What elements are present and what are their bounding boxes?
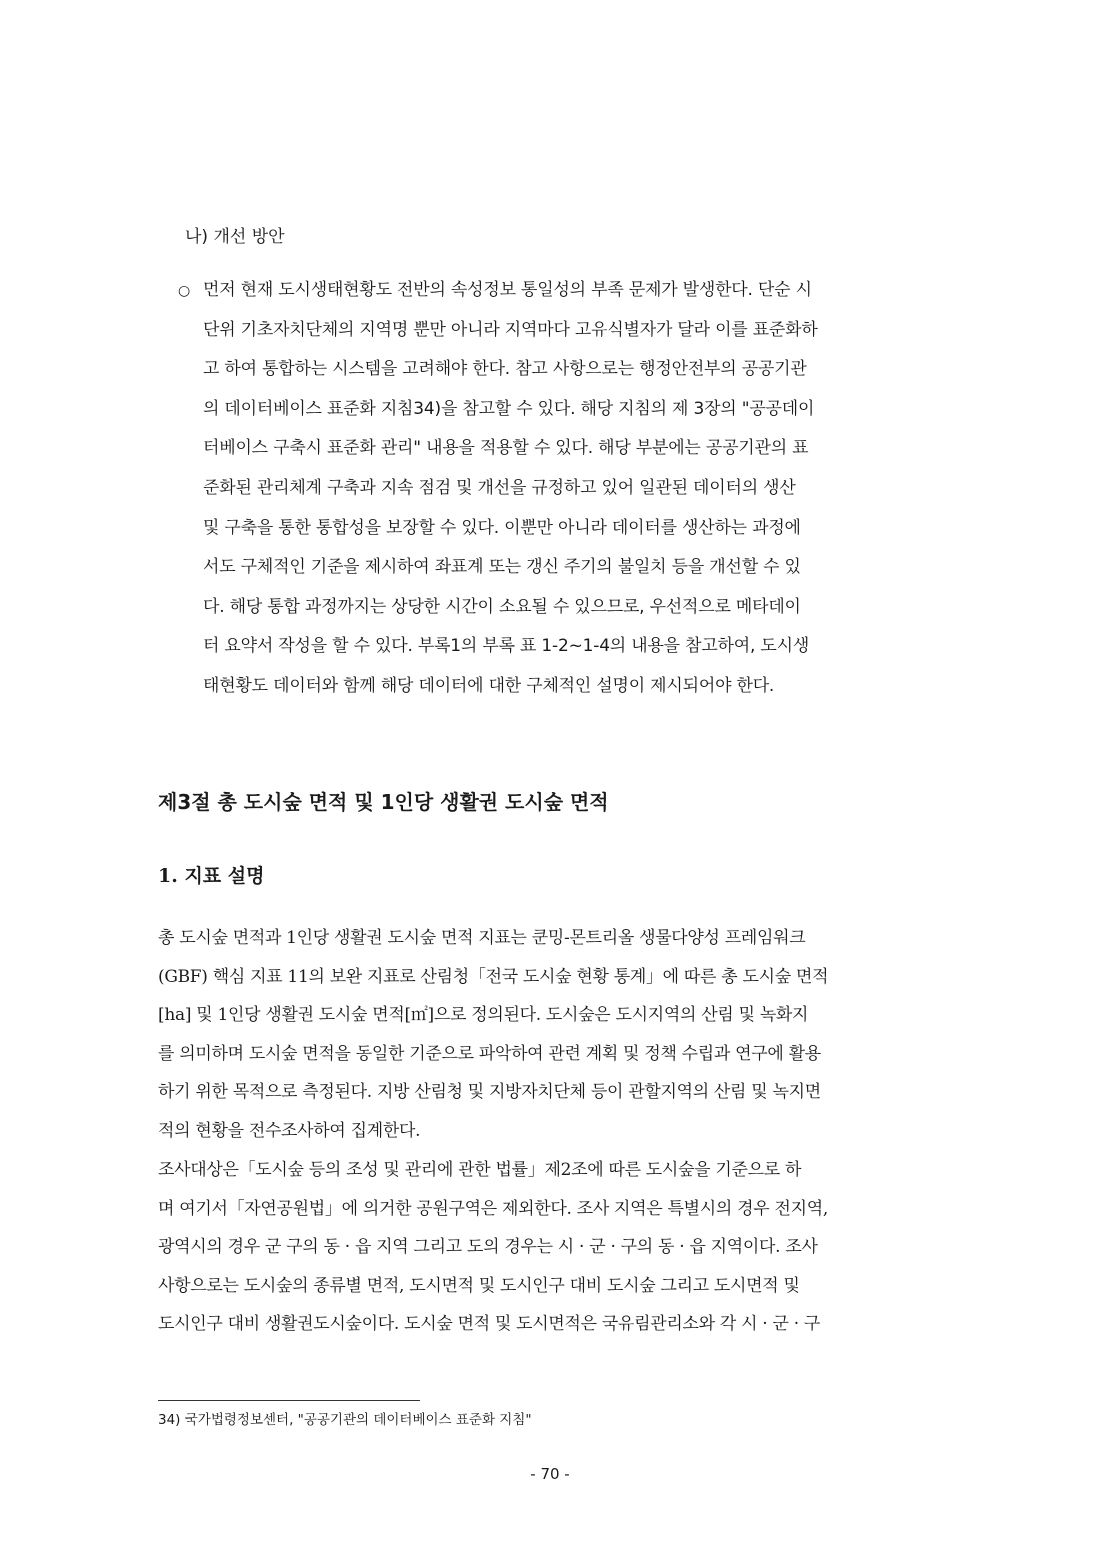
bullet-marker: ○ (178, 283, 191, 299)
numbered-heading: 1. 지표 설명 (158, 865, 265, 887)
body-paragraph-1: 총 도시숲 면적과 1인당 생활권 도시숲 면적 지표는 쿤밍-몬트리올 생물다양성 프레임워크 (GBF) 핵심 지표 11의 보완 지표로 산림청「전국 도시숲 현황 통계」에 따른 총 도시숲 면적 [ha] 및 1인당 생활권 도시숲 면적[㎡]으로 정의된다. 도시숲은 도시지역의 산림 및 녹화지 를 의미하며 도시숲 면적을 동일한 기준으로 파악하여 관련 계획 및 정책 수립과 연구에 활용 하기 위한 목적으로 측정된다. 지방 산림청 및 지방자치단체 등이 관할지역의 산림 및 녹지면 적의 현황을 전수조사하여 집계한다. (158, 928, 829, 1141)
sub-heading: 나) 개선 방안 (185, 227, 285, 247)
bullet-paragraph: 먼저 현재 도시생태현황도 전반의 속성정보 통일성의 부족 문제가 발생한다. 단순 시 단위 기초자치단체의 지역명 뿐만 아니라 지역마다 고유식별자가 달라 이를 표준화하 고 하여 통합하는 시스템을 고려해야 한다. 참고 사항으로는 행정안전부의 공공기관 의 데이터베이스 표준화 지침34)을 참고할 수 있다. 해당 지침의 제 3장의 "공공데이 터베이스 구축시 표준화 관리" 내용을 적용할 수 있다. 해당 부분에는 공공기관의 표 준화된 관리체계 구축과 지속 점검 및 개선을 규정하고 있어 일관된 데이터의 생산 및 구축을 통한 통합성을 보장할 수 있다. 이뿐만 아니라 데이터를 생산하는 과정에 서도 구체적인 기준을 제시하여 좌표계 또는 갱신 주기의 불일치 등을 개선할 수 있 다. 해당 통합 과정까지는 상당한 시간이 소요될 수 있으므로, 우선적으로 메타데이 터 요약서 작성을 할 수 있다. 부록1의 부록 표 1-2~1-4의 내용을 참고하여, 도시생 태현황도 데이터와 함께 해당 데이터에 대한 구체적인 설명이 제시되어야 한다. (203, 280, 818, 696)
page-number: - 70 - (530, 1465, 570, 1483)
footnote-divider (158, 1400, 420, 1401)
footnote: 34) 국가법령정보센터, "공공기관의 데이터베이스 표준화 지침" (158, 1412, 532, 1428)
body-paragraph-2: 조사대상은「도시숲 등의 조성 및 관리에 관한 법률」제2조에 따른 도시숲을 기준으로 하 며 여기서「자연공원법」에 의거한 공원구역은 제외한다. 조사 지역은 특별시의 경우 전지역, 광역시의 경우 군 구의 동 · 읍 지역 그리고 도의 경우는 시 · 군 · 구의 동 · 읍 지역이다. 조사 사항으로는 도시숲의 종류별 면적, 도시면적 및 도시인구 대비 도시숲 그리고 도시면적 및 도시인구 대비 생활권도시숲이다. 도시숲 면적 및 도시면적은 국유림관리소와 각 시 · 군 · 구 (158, 1160, 828, 1335)
section-title: 제3절 총 도시숲 면적 및 1인당 생활권 도시숲 면적 (158, 790, 609, 814)
